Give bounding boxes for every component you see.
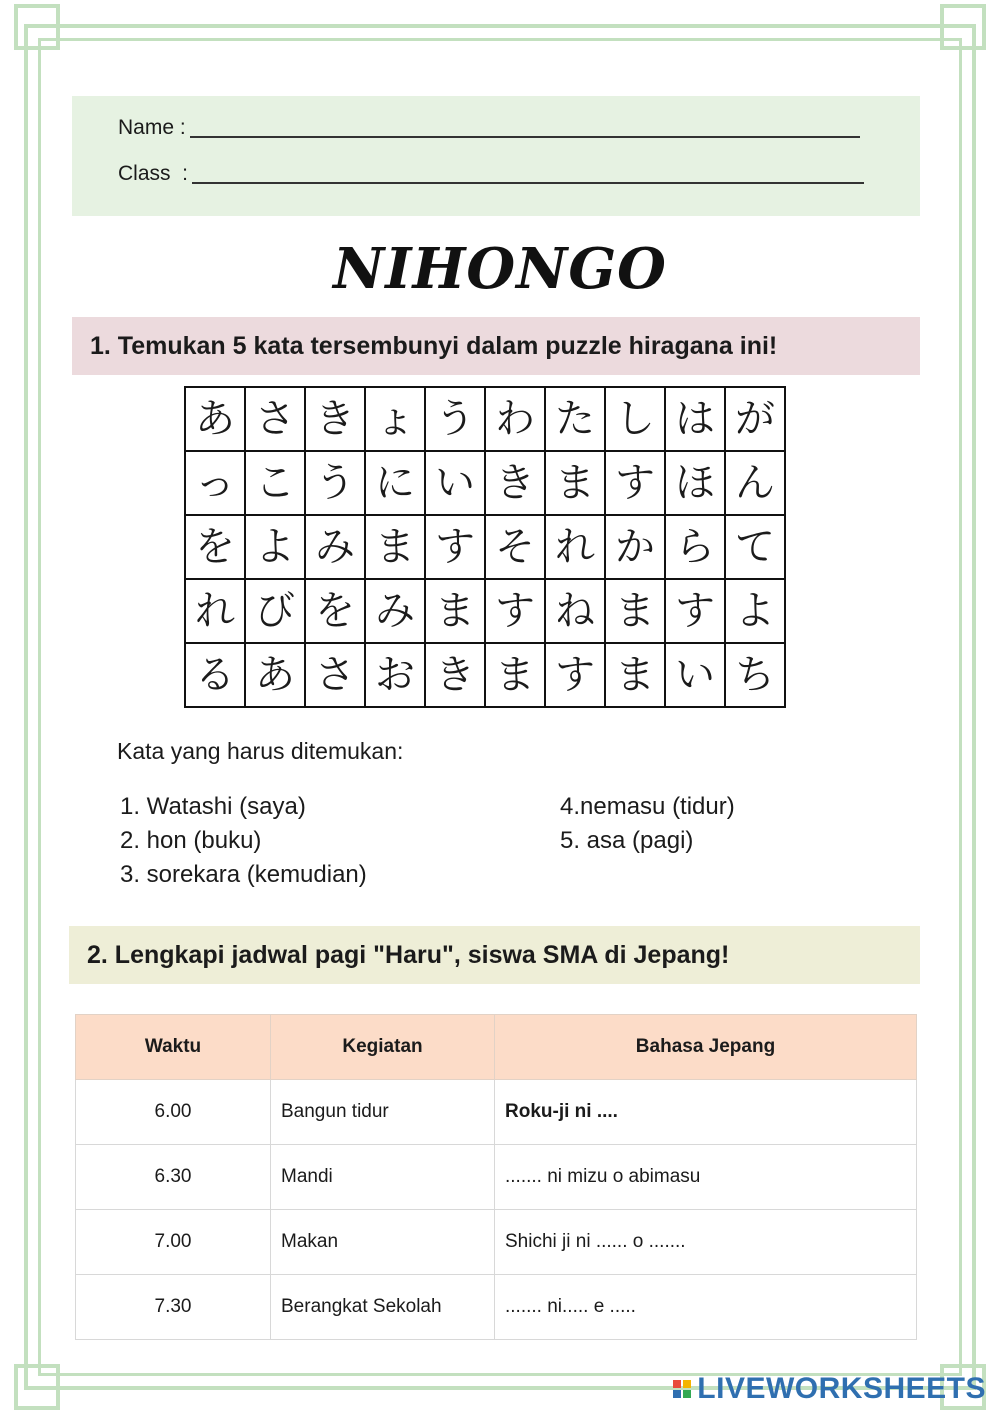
grid-cell[interactable]: い [665,643,725,707]
grid-row [185,387,785,451]
logo-square [673,1380,681,1388]
page-title: NIHONGO [333,236,667,302]
grid-cell[interactable]: あ [245,643,305,707]
grid-cell[interactable]: び [245,579,305,643]
grid-cell[interactable]: れ [545,515,605,579]
grid-cell[interactable]: そ [485,515,545,579]
column-header-activity: Kegiatan [271,1015,495,1080]
grid-cell[interactable]: て [725,515,785,579]
border-corner-ornament [14,4,60,50]
grid-cell[interactable]: ょ [365,387,425,451]
section-2-heading: 2. Lengkapi jadwal pagi "Haru", siswa SMA di Jepang! [69,926,920,984]
time-cell: 6.30 [76,1145,271,1210]
time-cell: 6.00 [76,1080,271,1145]
grid-cell[interactable]: に [365,451,425,515]
schedule-table [75,1014,917,1340]
class-input-line[interactable] [192,181,864,184]
table-row [76,1275,917,1340]
grid-cell[interactable]: を [305,579,365,643]
grid-cell[interactable]: っ [185,451,245,515]
table-row [76,1145,917,1210]
grid-row [185,579,785,643]
grid-cell[interactable]: ち [725,643,785,707]
grid-cell[interactable]: ね [545,579,605,643]
grid-cell[interactable]: き [305,387,365,451]
time-cell: 7.30 [76,1275,271,1340]
column-header-japanese: Bahasa Jepang [495,1015,917,1080]
grid-cell[interactable]: す [545,643,605,707]
class-field [118,162,864,186]
grid-cell[interactable]: れ [185,579,245,643]
grid-cell[interactable]: し [605,387,665,451]
activity-cell: Makan [271,1210,495,1275]
activity-cell: Berangkat Sekolah [271,1275,495,1340]
list-item: 4.nemasu (tidur) [560,793,735,820]
grid-cell[interactable]: ら [665,515,725,579]
grid-cell[interactable]: き [485,451,545,515]
grid-cell[interactable]: す [485,579,545,643]
grid-cell[interactable]: ま [605,643,665,707]
name-label: Name : [118,116,186,139]
table-row [76,1210,917,1275]
grid-row [185,451,785,515]
list-item: 1. Watashi (saya) [120,793,306,820]
schedule-header-row [76,1015,917,1080]
logo-square [683,1390,691,1398]
logo-square [683,1380,691,1388]
section-1-heading: 1. Temukan 5 kata tersembunyi dalam puzzle hiragana ini! [72,317,920,375]
grid-row [185,515,785,579]
name-input-line[interactable] [190,135,860,138]
grid-cell[interactable]: ま [545,451,605,515]
list-item: 2. hon (buku) [120,827,262,854]
grid-cell[interactable]: ま [365,515,425,579]
table-row [76,1080,917,1145]
grid-cell[interactable]: さ [245,387,305,451]
japanese-answer-cell[interactable]: Roku-ji ni .... [495,1080,917,1145]
name-field [118,116,860,140]
student-info-box [72,96,920,216]
grid-cell[interactable]: う [305,451,365,515]
grid-cell[interactable]: を [185,515,245,579]
time-cell: 7.00 [76,1210,271,1275]
list-item: 5. asa (pagi) [560,827,694,854]
grid-cell[interactable]: ま [605,579,665,643]
activity-cell: Mandi [271,1145,495,1210]
grid-cell[interactable]: ほ [665,451,725,515]
grid-cell[interactable]: す [665,579,725,643]
liveworksheets-watermark [673,1372,986,1406]
hiragana-puzzle-grid [184,386,786,708]
grid-cell[interactable]: き [425,643,485,707]
grid-cell[interactable]: は [665,387,725,451]
border-corner-ornament [940,4,986,50]
list-item: 3. sorekara (kemudian) [120,861,367,888]
word-list-left [120,790,367,892]
grid-cell[interactable]: み [365,579,425,643]
liveworksheets-logo-icon [673,1380,691,1398]
grid-cell[interactable]: さ [305,643,365,707]
grid-cell[interactable]: ん [725,451,785,515]
grid-cell[interactable]: こ [245,451,305,515]
grid-cell[interactable]: る [185,643,245,707]
grid-cell[interactable]: わ [485,387,545,451]
class-label: Class : [118,162,189,185]
grid-cell[interactable]: よ [725,579,785,643]
japanese-answer-cell[interactable]: ....... ni..... e ..... [495,1275,917,1340]
grid-cell[interactable]: ま [485,643,545,707]
grid-cell[interactable]: が [725,387,785,451]
word-list-right [560,790,735,858]
japanese-answer-cell[interactable]: ....... ni mizu o abimasu [495,1145,917,1210]
grid-row [185,643,785,707]
grid-cell[interactable]: ま [425,579,485,643]
grid-cell[interactable]: よ [245,515,305,579]
grid-cell[interactable]: す [605,451,665,515]
grid-cell[interactable]: み [305,515,365,579]
grid-cell[interactable]: い [425,451,485,515]
words-to-find-label: Kata yang harus ditemukan: [117,738,404,764]
grid-cell[interactable]: う [425,387,485,451]
grid-cell[interactable]: お [365,643,425,707]
japanese-answer-cell[interactable]: Shichi ji ni ...... o ....... [495,1210,917,1275]
logo-square [673,1390,681,1398]
border-corner-ornament [14,1364,60,1410]
grid-cell[interactable]: あ [185,387,245,451]
column-header-time: Waktu [76,1015,271,1080]
grid-cell[interactable]: た [545,387,605,451]
activity-cell: Bangun tidur [271,1080,495,1145]
grid-cell[interactable]: か [605,515,665,579]
grid-cell[interactable]: す [425,515,485,579]
watermark-text: LIVEWORKSHEETS [697,1372,986,1405]
